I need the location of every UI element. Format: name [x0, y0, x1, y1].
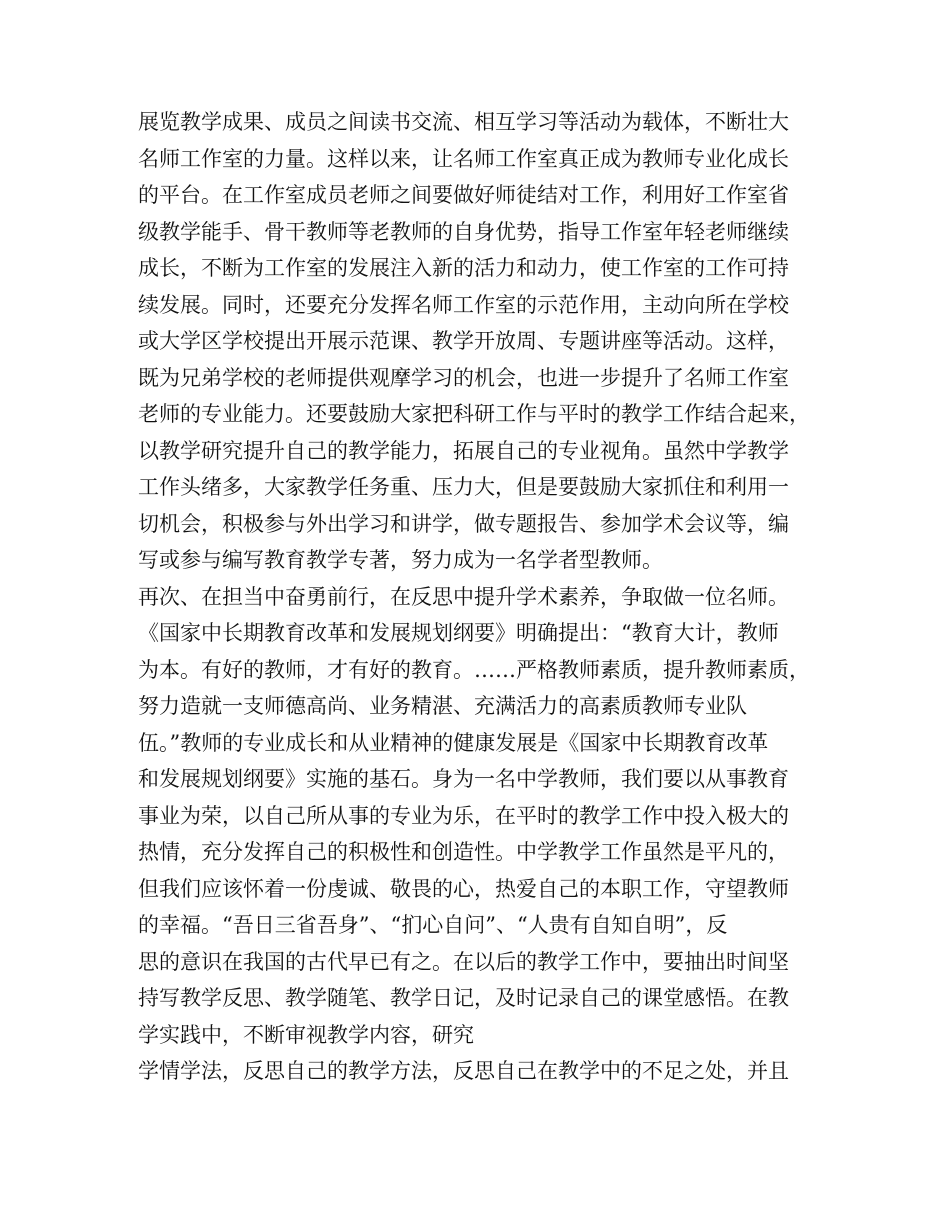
text-line: 级教学能手、骨干教师等老教师的自身优势，指导工作室年轻老师继续 [138, 219, 789, 244]
text-line: 工作头绪多，大家教学任务重、压力大，但是要鼓励大家抓住和利用一 [138, 475, 789, 499]
text-line: 再次、在担当中奋勇前行，在反思中提升学术素养，争取做一位名师。 [138, 584, 789, 609]
text-line: 思的意识在我国的古代早已有之。在以后的教学工作中，要抽出时间坚 [138, 949, 789, 974]
text-line: 但我们应该怀着一份虔诚、敬畏的心，热爱自己的本职工作，守望教师 [138, 876, 789, 901]
text-line: 既为兄弟学校的老师提供观摩学习的机会，也进一步提升了名师工作室 [138, 365, 789, 390]
text-line: 成长，不断为工作室的发展注入新的活力和动力，使工作室的工作可持 [138, 256, 789, 280]
text-line: 和发展规划纲要》实施的基石。身为一名中学教师，我们要以从事教育 [138, 767, 789, 791]
text-line: 以教学研究提升自己的教学能力，拓展自己的专业视角。虽然中学教学 [138, 438, 789, 463]
text-line: 写或参与编写教育教学专著，努力成为一名学者型教师。 [138, 548, 663, 572]
text-line: 名师工作室的力量。这样以来，让名师工作室真正成为教师专业化成长 [138, 146, 789, 171]
text-line: 持写教学反思、教学随笔、教学日记，及时记录自己的课堂感悟。在教 [138, 986, 789, 1010]
text-line: 热情，充分发挥自己的积极性和创造性。中学教学工作虽然是平凡的， [138, 840, 789, 864]
text-line: 切机会，积极参与外出学习和讲学，做专题报告、参加学术会议等，编 [138, 511, 789, 536]
text-line: 续发展。同时，还要充分发挥名师工作室的示范作用，主动向所在学校 [138, 292, 789, 317]
text-line: 的幸福。“吾日三省吾身”、“扪心自问”、“人贵有自知自明”，反 [138, 913, 728, 937]
text-line: 学实践中，不断审视教学内容，研究 [138, 1022, 474, 1047]
text-line: 的平台。在工作室成员老师之间要做好师徒结对工作，利用好工作室省 [138, 183, 789, 207]
text-line: 或大学区学校提出开展示范课、教学开放周、专题讲座等活动。这样， [138, 329, 789, 353]
text-line: 展览教学成果、成员之间读书交流、相互学习等活动为载体，不断壮大 [138, 110, 789, 134]
body-text [138, 104, 838, 1090]
text-line: 为本。有好的教师，才有好的教育。……严格教师素质，提升教师素质， [138, 657, 810, 682]
text-line: 学情学法，反思自己的教学方法，反思自己在教学中的不足之处，并且 [138, 1059, 789, 1083]
text-line: 伍。”教师的专业成长和从业精神的健康发展是《国家中长期教育改革 [138, 730, 769, 755]
text-line: 努力造就一支师德高尚、业务精湛、充满活力的高素质教师专业队 [138, 694, 747, 718]
text-line: 《国家中长期教育改革和发展规划纲要》明确提出：“教育大计，教师 [138, 621, 779, 645]
text-line: 老师的专业能力。还要鼓励大家把科研工作与平时的教学工作结合起来， [138, 402, 810, 426]
text-line: 事业为荣，以自己所从事的专业为乐，在平时的教学工作中投入极大的 [138, 803, 789, 828]
